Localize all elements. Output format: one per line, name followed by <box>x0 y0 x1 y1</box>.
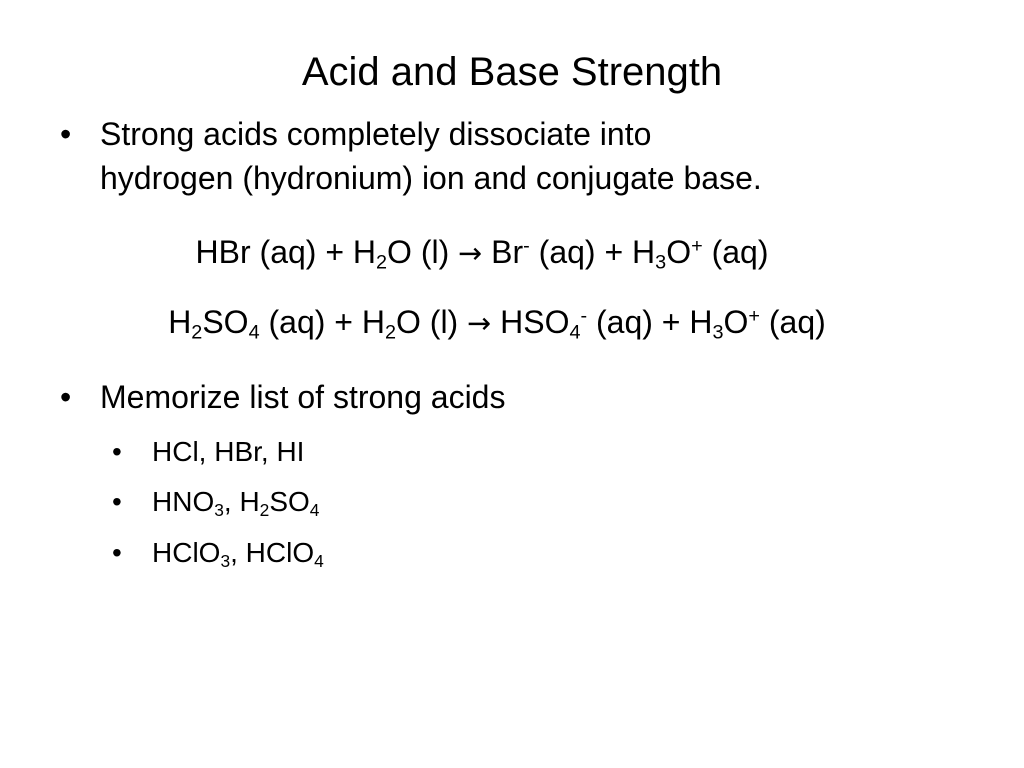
acid-subscript: 2 <box>259 499 270 520</box>
eq-text: HBr (aq) + H <box>195 234 377 270</box>
eq-subscript: 4 <box>569 321 581 344</box>
sub-bullet-marker: • <box>112 436 122 467</box>
acid-subscript: 4 <box>309 499 320 520</box>
bullet-text: Memorize list of strong acids <box>100 379 506 415</box>
eq-text: HSO <box>491 304 570 340</box>
eq-subscript: 3 <box>655 251 667 274</box>
eq-text: O <box>666 234 692 270</box>
sub-bullet-text <box>152 535 324 571</box>
sub-bullet-text: HCl, HBr, HI <box>152 436 305 467</box>
eq-text: (aq) <box>702 234 769 270</box>
eq-superscript: + <box>748 305 760 328</box>
eq-text: O (l) <box>387 234 459 270</box>
eq-subscript: 2 <box>376 251 388 274</box>
eq-subscript: 3 <box>712 321 724 344</box>
sub-bullet-marker: • <box>112 537 122 568</box>
eq-text: O <box>723 304 749 340</box>
eq-text: O (l) <box>396 304 468 340</box>
eq-text: Br <box>482 234 524 270</box>
reaction-arrow-icon: → <box>467 306 492 340</box>
eq-text: (aq) + H <box>529 234 656 270</box>
acid-subscript: 3 <box>214 499 224 520</box>
eq-subscript: 2 <box>191 321 203 344</box>
acid-subscript: 4 <box>314 550 324 571</box>
eq-text: (aq) <box>760 304 826 340</box>
eq-subscript: 2 <box>384 321 396 344</box>
bullet-marker: • <box>60 116 72 152</box>
bullet-line-1: Strong acids completely dissociate into <box>100 116 652 152</box>
reaction-arrow-icon: → <box>458 236 483 270</box>
acid-subscript: 3 <box>220 550 231 571</box>
acid-text: HClO <box>152 537 221 568</box>
sub-bullet-marker: • <box>112 486 122 517</box>
bullet-text <box>100 112 762 200</box>
slide-title: Acid and Base Strength <box>301 50 723 94</box>
eq-text: H <box>168 304 192 340</box>
eq-superscript: - <box>580 305 588 328</box>
eq-superscript: - <box>523 235 530 258</box>
bullet-line-2: hydrogen (hydronium) ion and conjugate base. <box>100 160 762 196</box>
acid-text: HNO <box>152 486 215 517</box>
eq-text: SO <box>202 304 249 340</box>
acid-text: SO <box>269 486 310 517</box>
bullet-marker: • <box>60 379 72 415</box>
equation-hbr <box>0 230 994 275</box>
eq-text: (aq) + H <box>587 304 713 340</box>
eq-superscript: + <box>691 235 703 258</box>
eq-text: (aq) + H <box>259 304 385 340</box>
acid-text: , H <box>223 486 260 517</box>
eq-subscript: 4 <box>248 321 260 344</box>
equation-h2so4 <box>0 300 1009 345</box>
sub-bullet-text <box>152 484 319 520</box>
acid-text: , HClO <box>230 537 315 568</box>
